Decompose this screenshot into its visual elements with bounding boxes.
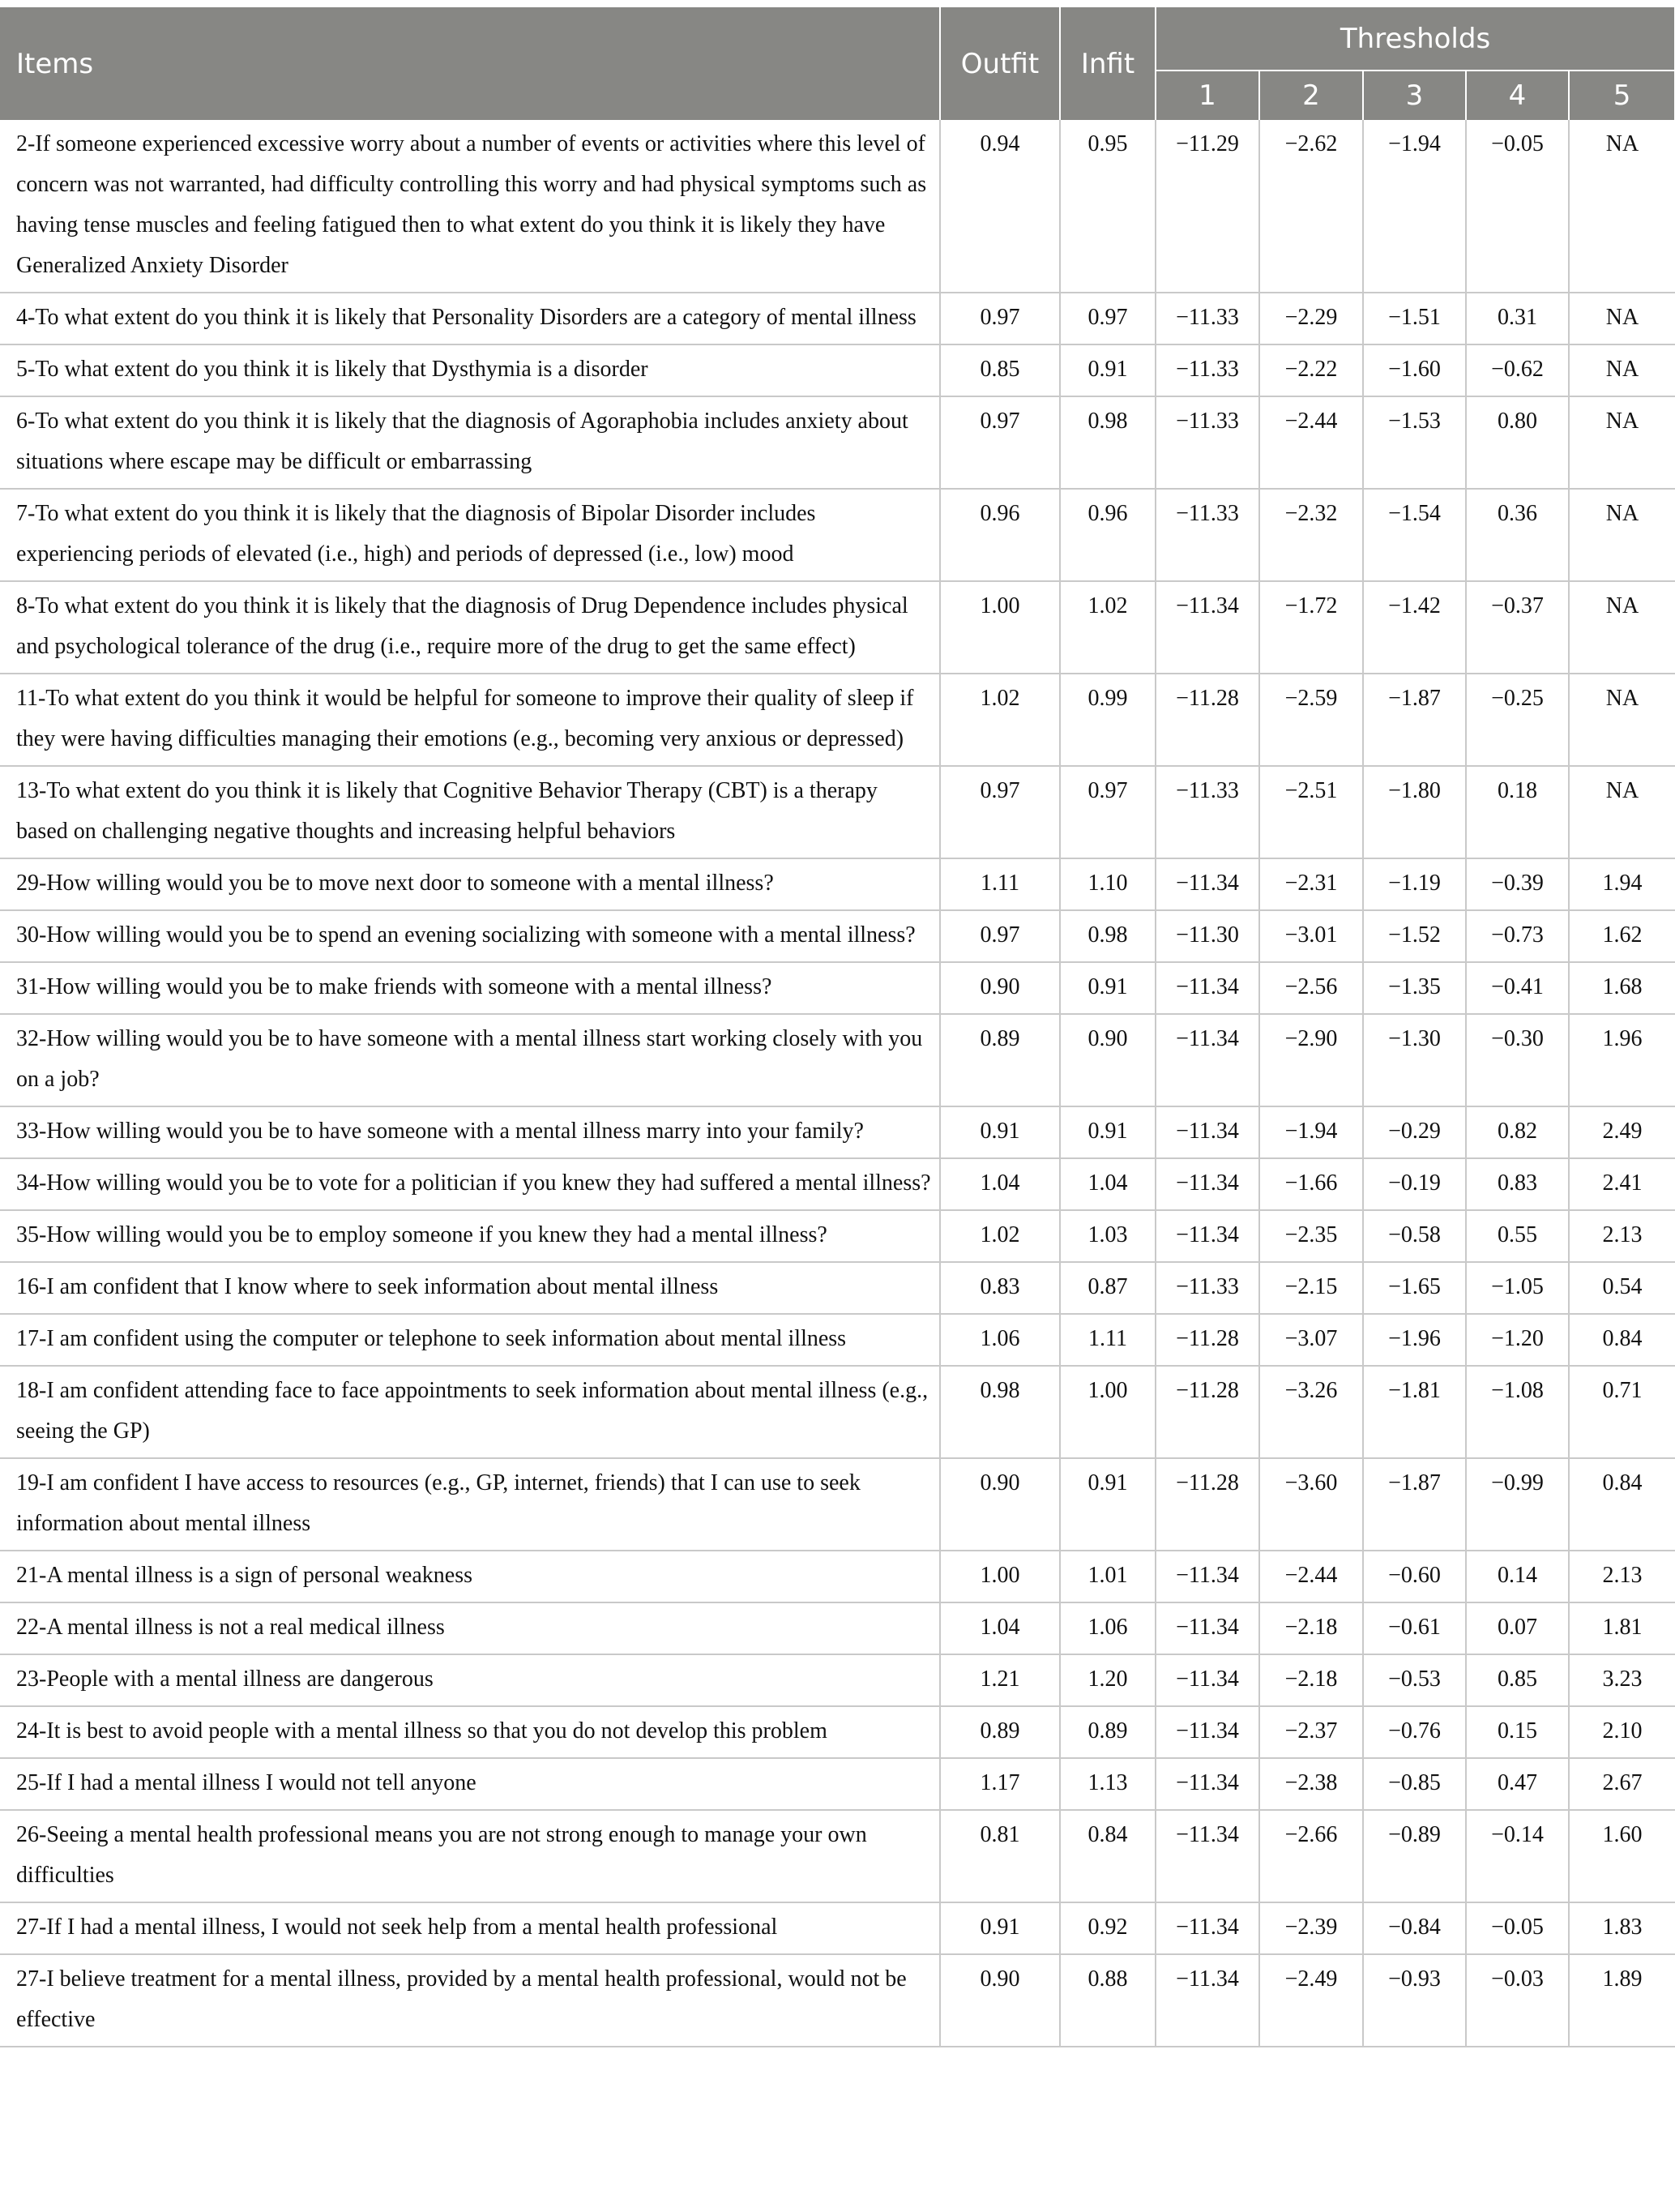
threshold-5-value: 2.67 [1569,1758,1675,1810]
item-text: 4-To what extent do you think it is likely that Personality Disorders are a category of mental illness [0,293,940,344]
table-row [0,1366,1675,1458]
outfit-value: 0.81 [940,1810,1060,1902]
infit-value: 1.11 [1060,1314,1156,1366]
threshold-1-value: −11.34 [1156,1758,1259,1810]
infit-value: 1.10 [1060,858,1156,910]
threshold-4-value: 0.14 [1466,1551,1569,1602]
threshold-4-value: −1.20 [1466,1314,1569,1366]
threshold-4-value: −1.05 [1466,1262,1569,1314]
threshold-4-value: −0.05 [1466,120,1569,293]
threshold-5-value: 2.10 [1569,1706,1675,1758]
outfit-value: 0.96 [940,489,1060,581]
threshold-2-value: −2.59 [1259,674,1363,766]
item-text: 26-Seeing a mental health professional means you are not strong enough to manage your own difficulties [0,1810,940,1902]
table-row [0,1014,1675,1106]
threshold-4-value: 0.83 [1466,1158,1569,1210]
threshold-3-value: −0.19 [1363,1158,1466,1210]
threshold-3-value: −1.81 [1363,1366,1466,1458]
threshold-2-value: −2.39 [1259,1902,1363,1954]
threshold-2-value: −2.29 [1259,293,1363,344]
threshold-2-value: −2.49 [1259,1954,1363,2047]
threshold-5-value: 1.83 [1569,1902,1675,1954]
infit-value: 0.98 [1060,396,1156,489]
header-threshold-4: 4 [1466,71,1569,120]
outfit-value: 1.06 [940,1314,1060,1366]
infit-value: 1.13 [1060,1758,1156,1810]
threshold-5-value: 0.54 [1569,1262,1675,1314]
threshold-5-value: 0.84 [1569,1458,1675,1551]
infit-value: 0.97 [1060,293,1156,344]
threshold-4-value: −0.39 [1466,858,1569,910]
outfit-value: 1.02 [940,1210,1060,1262]
infit-value: 0.90 [1060,1014,1156,1106]
header-threshold-2: 2 [1259,71,1363,120]
threshold-3-value: −1.65 [1363,1262,1466,1314]
outfit-value: 0.90 [940,1458,1060,1551]
threshold-1-value: −11.33 [1156,489,1259,581]
infit-value: 0.92 [1060,1902,1156,1954]
threshold-5-value: 1.60 [1569,1810,1675,1902]
outfit-value: 0.85 [940,344,1060,396]
threshold-1-value: −11.34 [1156,1602,1259,1654]
table-row [0,489,1675,581]
table-row [0,120,1675,293]
threshold-5-value: NA [1569,766,1675,858]
item-text: 30-How willing would you be to spend an evening socializing with someone with a mental illness? [0,910,940,962]
outfit-value: 0.91 [940,1902,1060,1954]
threshold-4-value: −0.73 [1466,910,1569,962]
item-text: 8-To what extent do you think it is likely that the diagnosis of Drug Dependence includes physical and psychological tolerance of the drug (i.e., require more of the drug to get the same effect) [0,581,940,674]
threshold-1-value: −11.33 [1156,396,1259,489]
infit-value: 0.91 [1060,344,1156,396]
item-text: 25-If I had a mental illness I would not tell anyone [0,1758,940,1810]
threshold-4-value: −1.08 [1466,1366,1569,1458]
threshold-1-value: −11.34 [1156,1210,1259,1262]
threshold-5-value: 3.23 [1569,1654,1675,1706]
threshold-3-value: −1.53 [1363,396,1466,489]
table-row [0,1458,1675,1551]
threshold-1-value: −11.34 [1156,1654,1259,1706]
threshold-2-value: −2.18 [1259,1602,1363,1654]
threshold-4-value: 0.31 [1466,293,1569,344]
threshold-5-value: 1.89 [1569,1954,1675,2047]
outfit-value: 1.17 [940,1758,1060,1810]
threshold-1-value: −11.28 [1156,674,1259,766]
infit-value: 0.99 [1060,674,1156,766]
header-threshold-3: 3 [1363,71,1466,120]
threshold-2-value: −2.35 [1259,1210,1363,1262]
item-text: 31-How willing would you be to make friends with someone with a mental illness? [0,962,940,1014]
threshold-2-value: −2.62 [1259,120,1363,293]
threshold-1-value: −11.34 [1156,1551,1259,1602]
table-row [0,1810,1675,1902]
threshold-5-value: 1.94 [1569,858,1675,910]
threshold-2-value: −3.07 [1259,1314,1363,1366]
outfit-value: 1.02 [940,674,1060,766]
header-threshold-5: 5 [1569,71,1675,120]
threshold-2-value: −2.38 [1259,1758,1363,1810]
threshold-5-value: NA [1569,396,1675,489]
threshold-1-value: −11.34 [1156,1902,1259,1954]
infit-value: 0.98 [1060,910,1156,962]
table-row [0,766,1675,858]
threshold-3-value: −1.96 [1363,1314,1466,1366]
threshold-3-value: −1.35 [1363,962,1466,1014]
threshold-3-value: −1.19 [1363,858,1466,910]
outfit-value: 1.21 [940,1654,1060,1706]
threshold-1-value: −11.34 [1156,1158,1259,1210]
threshold-2-value: −2.22 [1259,344,1363,396]
threshold-3-value: −0.53 [1363,1654,1466,1706]
item-text: 19-I am confident I have access to resources (e.g., GP, internet, friends) that I can use to seek information about mental illness [0,1458,940,1551]
infit-value: 0.88 [1060,1954,1156,2047]
infit-value: 1.02 [1060,581,1156,674]
threshold-5-value: NA [1569,489,1675,581]
threshold-4-value: 0.15 [1466,1706,1569,1758]
header-items: Items [0,7,940,120]
item-text: 11-To what extent do you think it would be helpful for someone to improve their quality of sleep if they were having difficulties managing their emotions (e.g., becoming very anxious or depressed) [0,674,940,766]
header-threshold-1: 1 [1156,71,1259,120]
threshold-3-value: −0.85 [1363,1758,1466,1810]
threshold-5-value: 0.71 [1569,1366,1675,1458]
infit-value: 0.91 [1060,962,1156,1014]
infit-value: 0.91 [1060,1458,1156,1551]
threshold-5-value: 2.13 [1569,1551,1675,1602]
threshold-4-value: −0.03 [1466,1954,1569,2047]
threshold-1-value: −11.30 [1156,910,1259,962]
threshold-4-value: 0.36 [1466,489,1569,581]
table-body [0,120,1675,2047]
table-row [0,1902,1675,1954]
table-row [0,674,1675,766]
table-row [0,1602,1675,1654]
infit-value: 0.84 [1060,1810,1156,1902]
infit-value: 1.06 [1060,1602,1156,1654]
threshold-1-value: −11.34 [1156,858,1259,910]
item-text: 21-A mental illness is a sign of personal weakness [0,1551,940,1602]
item-text: 24-It is best to avoid people with a mental illness so that you do not develop this problem [0,1706,940,1758]
threshold-1-value: −11.28 [1156,1458,1259,1551]
threshold-2-value: −2.32 [1259,489,1363,581]
threshold-2-value: −2.37 [1259,1706,1363,1758]
table-row [0,1314,1675,1366]
threshold-3-value: −1.30 [1363,1014,1466,1106]
outfit-value: 1.00 [940,1551,1060,1602]
threshold-4-value: −0.05 [1466,1902,1569,1954]
outfit-value: 0.94 [940,120,1060,293]
threshold-5-value: 1.62 [1569,910,1675,962]
threshold-1-value: −11.33 [1156,766,1259,858]
item-text: 34-How willing would you be to vote for a politician if you knew they had suffered a mental illness? [0,1158,940,1210]
threshold-1-value: −11.33 [1156,1262,1259,1314]
threshold-4-value: −0.37 [1466,581,1569,674]
threshold-5-value: 2.49 [1569,1106,1675,1158]
threshold-5-value: 1.96 [1569,1014,1675,1106]
threshold-4-value: −0.99 [1466,1458,1569,1551]
header-thresholds: Thresholds [1156,7,1675,71]
threshold-4-value: 0.18 [1466,766,1569,858]
item-text: 13-To what extent do you think it is likely that Cognitive Behavior Therapy (CBT) is a therapy based on challenging negative thoughts and increasing helpful behaviors [0,766,940,858]
threshold-1-value: −11.34 [1156,1706,1259,1758]
threshold-4-value: 0.55 [1466,1210,1569,1262]
threshold-4-value: −0.62 [1466,344,1569,396]
infit-value: 1.01 [1060,1551,1156,1602]
threshold-2-value: −2.56 [1259,962,1363,1014]
item-text: 6-To what extent do you think it is likely that the diagnosis of Agoraphobia includes anxiety about situations where escape may be difficult or embarrassing [0,396,940,489]
item-text: 17-I am confident using the computer or telephone to seek information about mental illness [0,1314,940,1366]
threshold-4-value: −0.41 [1466,962,1569,1014]
outfit-value: 0.89 [940,1706,1060,1758]
threshold-3-value: −0.58 [1363,1210,1466,1262]
threshold-2-value: −2.51 [1259,766,1363,858]
infit-value: 0.91 [1060,1106,1156,1158]
table-row [0,1551,1675,1602]
table-row [0,962,1675,1014]
item-text: 2-If someone experienced excessive worry about a number of events or activities where this level of concern was not warranted, had difficulty controlling this worry and had physical symptoms such as having tense muscles and feeling fatigued then to what extent do you think it is likely they have Generalized Anxiety Disorder [0,120,940,293]
item-text: 18-I am confident attending face to face appointments to seek information about mental illness (e.g., seeing the GP) [0,1366,940,1458]
threshold-1-value: −11.28 [1156,1314,1259,1366]
threshold-3-value: −1.87 [1363,674,1466,766]
threshold-5-value: NA [1569,581,1675,674]
table-row [0,293,1675,344]
threshold-1-value: −11.34 [1156,581,1259,674]
item-text: 27-If I had a mental illness, I would not seek help from a mental health professional [0,1902,940,1954]
threshold-3-value: −1.52 [1363,910,1466,962]
header-outfit: Outfit [940,7,1060,120]
infit-value: 1.03 [1060,1210,1156,1262]
table-row [0,1158,1675,1210]
table-row [0,581,1675,674]
infit-value: 0.87 [1060,1262,1156,1314]
threshold-5-value: NA [1569,344,1675,396]
threshold-3-value: −1.51 [1363,293,1466,344]
threshold-3-value: −1.87 [1363,1458,1466,1551]
table-row [0,1654,1675,1706]
threshold-3-value: −0.84 [1363,1902,1466,1954]
threshold-3-value: −0.29 [1363,1106,1466,1158]
item-text: 5-To what extent do you think it is likely that Dysthymia is a disorder [0,344,940,396]
table-row [0,396,1675,489]
threshold-5-value: 2.41 [1569,1158,1675,1210]
threshold-4-value: −0.25 [1466,674,1569,766]
threshold-4-value: 0.85 [1466,1654,1569,1706]
infit-value: 1.00 [1060,1366,1156,1458]
threshold-3-value: −1.42 [1363,581,1466,674]
threshold-3-value: −0.89 [1363,1810,1466,1902]
threshold-1-value: −11.34 [1156,1954,1259,2047]
item-text: 23-People with a mental illness are dangerous [0,1654,940,1706]
table-row [0,1262,1675,1314]
outfit-value: 0.97 [940,766,1060,858]
threshold-2-value: −2.15 [1259,1262,1363,1314]
threshold-2-value: −1.72 [1259,581,1363,674]
threshold-1-value: −11.34 [1156,962,1259,1014]
table-row [0,344,1675,396]
threshold-3-value: −1.60 [1363,344,1466,396]
threshold-5-value: 0.84 [1569,1314,1675,1366]
outfit-value: 1.04 [940,1158,1060,1210]
outfit-value: 0.83 [940,1262,1060,1314]
threshold-5-value: NA [1569,293,1675,344]
threshold-2-value: −2.90 [1259,1014,1363,1106]
outfit-value: 0.89 [940,1014,1060,1106]
threshold-2-value: −2.44 [1259,1551,1363,1602]
threshold-2-value: −3.01 [1259,910,1363,962]
outfit-value: 0.97 [940,910,1060,962]
threshold-2-value: −2.44 [1259,396,1363,489]
table-row [0,1706,1675,1758]
table-row [0,1758,1675,1810]
threshold-3-value: −0.76 [1363,1706,1466,1758]
threshold-1-value: −11.33 [1156,293,1259,344]
infit-value: 0.89 [1060,1706,1156,1758]
threshold-2-value: −2.66 [1259,1810,1363,1902]
threshold-4-value: −0.14 [1466,1810,1569,1902]
outfit-value: 1.04 [940,1602,1060,1654]
infit-value: 0.95 [1060,120,1156,293]
threshold-2-value: −3.26 [1259,1366,1363,1458]
item-text: 33-How willing would you be to have someone with a mental illness marry into your family? [0,1106,940,1158]
threshold-5-value: NA [1569,674,1675,766]
header-infit: Infit [1060,7,1156,120]
threshold-1-value: −11.34 [1156,1106,1259,1158]
threshold-3-value: −1.94 [1363,120,1466,293]
threshold-1-value: −11.33 [1156,344,1259,396]
threshold-3-value: −0.61 [1363,1602,1466,1654]
outfit-value: 0.90 [940,962,1060,1014]
item-text: 35-How willing would you be to employ someone if you knew they had a mental illness? [0,1210,940,1262]
threshold-3-value: −0.60 [1363,1551,1466,1602]
threshold-3-value: −0.93 [1363,1954,1466,2047]
item-text: 27-I believe treatment for a mental illness, provided by a mental health professional, would not be effective [0,1954,940,2047]
table-row [0,910,1675,962]
threshold-1-value: −11.28 [1156,1366,1259,1458]
threshold-2-value: −2.31 [1259,858,1363,910]
item-text: 22-A mental illness is not a real medical illness [0,1602,940,1654]
outfit-value: 0.97 [940,396,1060,489]
threshold-4-value: 0.82 [1466,1106,1569,1158]
threshold-4-value: 0.07 [1466,1602,1569,1654]
outfit-value: 1.11 [940,858,1060,910]
item-text: 7-To what extent do you think it is likely that the diagnosis of Bipolar Disorder includes experiencing periods of elevated (i.e., high) and periods of depressed (i.e., low) mood [0,489,940,581]
outfit-value: 0.91 [940,1106,1060,1158]
threshold-4-value: 0.80 [1466,396,1569,489]
table-row [0,858,1675,910]
threshold-1-value: −11.34 [1156,1810,1259,1902]
table-row [0,1210,1675,1262]
item-text: 29-How willing would you be to move next door to someone with a mental illness? [0,858,940,910]
threshold-2-value: −2.18 [1259,1654,1363,1706]
table-header [0,7,1675,120]
table-row [0,1954,1675,2047]
threshold-3-value: −1.80 [1363,766,1466,858]
infit-value: 0.97 [1060,766,1156,858]
threshold-4-value: −0.30 [1466,1014,1569,1106]
threshold-1-value: −11.29 [1156,120,1259,293]
outfit-value: 0.90 [940,1954,1060,2047]
threshold-2-value: −1.66 [1259,1158,1363,1210]
infit-value: 1.04 [1060,1158,1156,1210]
threshold-3-value: −1.54 [1363,489,1466,581]
threshold-4-value: 0.47 [1466,1758,1569,1810]
item-fit-table [0,7,1675,2047]
outfit-value: 0.98 [940,1366,1060,1458]
threshold-2-value: −1.94 [1259,1106,1363,1158]
outfit-value: 1.00 [940,581,1060,674]
threshold-5-value: 1.68 [1569,962,1675,1014]
threshold-1-value: −11.34 [1156,1014,1259,1106]
infit-value: 1.20 [1060,1654,1156,1706]
infit-value: 0.96 [1060,489,1156,581]
threshold-5-value: NA [1569,120,1675,293]
item-text: 16-I am confident that I know where to seek information about mental illness [0,1262,940,1314]
threshold-5-value: 1.81 [1569,1602,1675,1654]
item-text: 32-How willing would you be to have someone with a mental illness start working closely with you on a job? [0,1014,940,1106]
table-row [0,1106,1675,1158]
outfit-value: 0.97 [940,293,1060,344]
threshold-2-value: −3.60 [1259,1458,1363,1551]
threshold-5-value: 2.13 [1569,1210,1675,1262]
